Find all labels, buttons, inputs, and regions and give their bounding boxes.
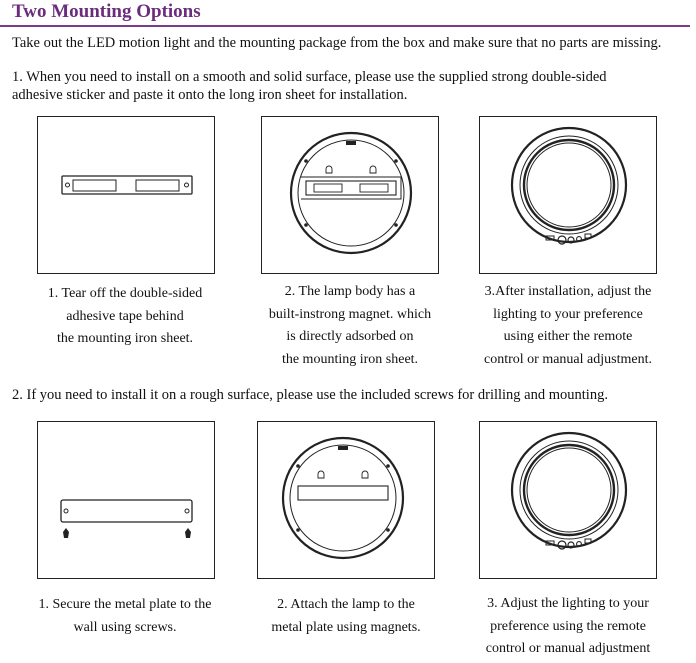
- plate-and-screws-illustration: [38, 422, 216, 580]
- caption-line: 2. Attach the lamp to the: [277, 597, 415, 612]
- lamp-back-illustration: [262, 117, 440, 275]
- lamp-front-illustration-2: [480, 422, 658, 580]
- figure-installed-lamp: [479, 116, 657, 274]
- caption-line: 3.After installation, adjust the: [484, 284, 652, 299]
- title-divider: [0, 25, 690, 27]
- caption-line: 3. Adjust the lighting to your: [487, 596, 649, 611]
- caption-line: 2. The lamp body has a: [284, 284, 416, 299]
- caption-line: built-instrong magnet. which: [268, 306, 432, 322]
- caption-line: lighting to your preference: [493, 306, 643, 322]
- caption-line: using either the remote: [503, 329, 633, 344]
- section1-heading-line1: 1. When you need to install on a smooth and solid surface, please use the supplied strong double-sided: [12, 69, 607, 85]
- page-title: Two Mounting Options: [12, 1, 201, 22]
- caption-line: wall using screws.: [73, 619, 177, 635]
- caption-line: is directly adsorbed on: [286, 329, 414, 344]
- figure-plate-with-tape: [37, 116, 215, 274]
- caption-s2-step2: [246, 594, 446, 639]
- caption-s2-step3: [463, 593, 673, 661]
- caption-line: the mounting iron sheet.: [281, 351, 419, 367]
- figure-plate-with-screws: [37, 421, 215, 579]
- lamp-back-illustration-2: [258, 422, 436, 580]
- mounting-plate-illustration: [38, 117, 216, 275]
- caption-line: 1. Secure the metal plate to the: [38, 597, 212, 612]
- caption-s1-step3: [463, 281, 673, 371]
- intro-text: Take out the LED motion light and the mounting package from the box and make sure that no parts are missing.: [12, 35, 662, 51]
- caption-line: adhesive tape behind: [66, 308, 184, 324]
- section1-heading-line2: adhesive sticker and paste it onto the long iron sheet for installation.: [12, 87, 408, 103]
- lamp-front-illustration: [480, 117, 658, 275]
- caption-line: metal plate using magnets.: [271, 619, 421, 635]
- figure-lamp-on-plate: [261, 116, 439, 274]
- caption-line: 1. Tear off the double-sided: [47, 286, 203, 301]
- figure-adjust-lamp: [479, 421, 657, 579]
- caption-s1-step2: [250, 281, 450, 371]
- caption-line: preference using the remote: [490, 618, 646, 634]
- caption-line: control or manual adjustment.: [484, 351, 652, 367]
- caption-line: the mounting iron sheet.: [56, 331, 194, 346]
- figure-lamp-attach: [257, 421, 435, 579]
- caption-s2-step1: [22, 594, 228, 639]
- section2-heading: 2. If you need to install it on a rough surface, please use the included screws for drilling and mounting.: [12, 387, 608, 403]
- section1-heading: [12, 68, 677, 104]
- caption-line: control or manual adjustment: [485, 641, 651, 656]
- caption-s1-step1: [25, 283, 225, 351]
